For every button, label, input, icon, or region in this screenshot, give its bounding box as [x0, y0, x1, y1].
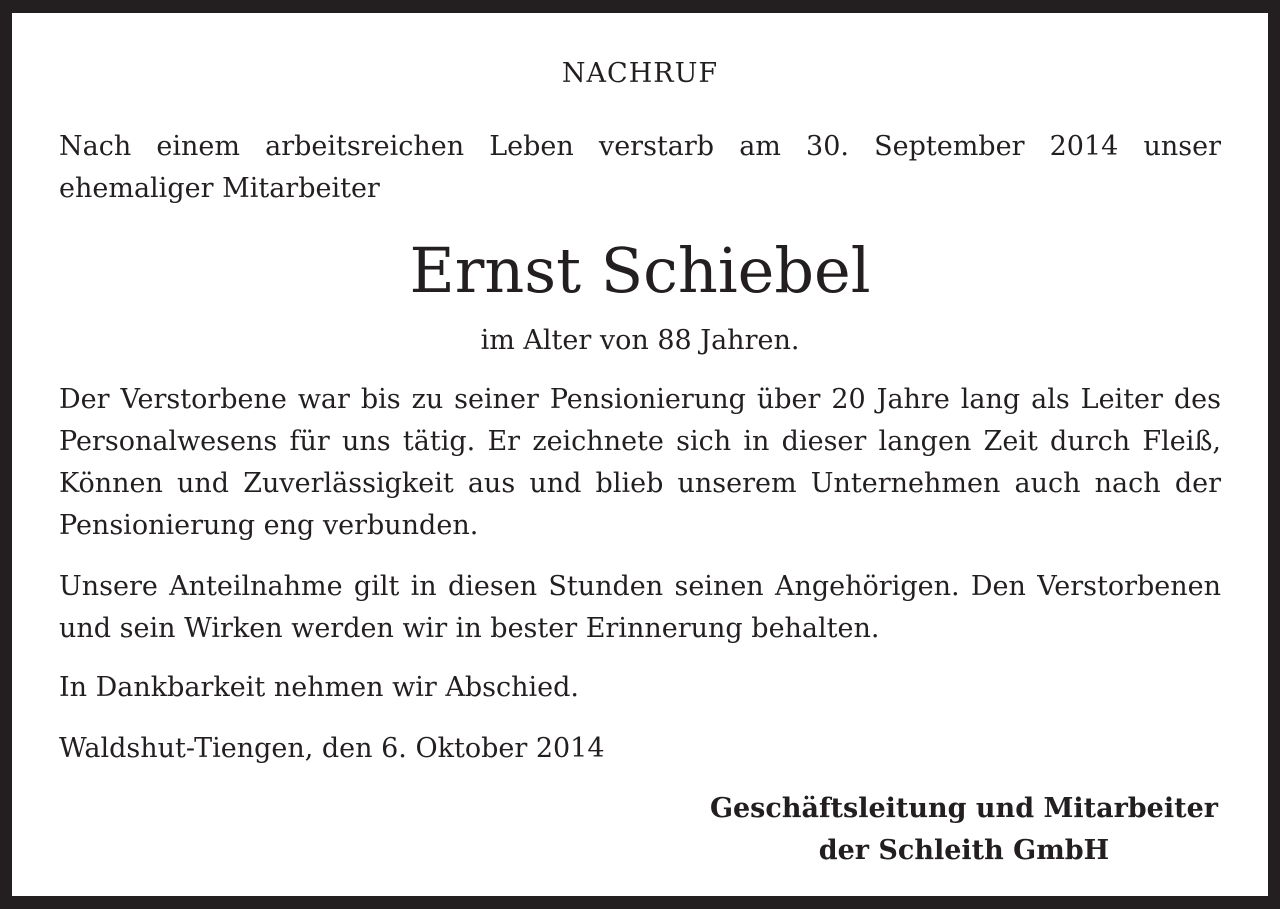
condolence-paragraph: Unsere Anteilnahme gilt in diesen Stunden seinen Angehörigen. Den Verstorbenen und sein Wirken werden wir in bester Erinnerung behalten.: [59, 571, 1221, 644]
obituary-notice: [12, 13, 1268, 896]
place-date-line: Waldshut-Tiengen, den 6. Oktober 2014: [59, 733, 605, 764]
signature-line-1: Geschäftsleitung und Mitarbeiter: [709, 793, 1218, 824]
notice-heading: NACHRUF: [561, 58, 719, 89]
age-line: im Alter von 88 Jahren.: [480, 325, 800, 356]
deceased-name: Ernst Schiebel: [409, 234, 871, 307]
signature-block: [710, 788, 1218, 872]
intro-paragraph: Nach einem arbeitsreichen Leben verstarb am 30. September 2014 unser ehemaliger Mitarbeiter: [59, 131, 1221, 204]
body-paragraph: Der Verstorbene war bis zu seiner Pensionierung über 20 Jahre lang als Leiter des Personalwesens für uns tätig. Er zeichnete sich in dieser langen Zeit durch Fleiß, Können und Zuverlässigkeit aus und blieb unserem Unternehmen auch nach der Pensionierung eng verbunden.: [59, 384, 1221, 541]
thanks-paragraph: In Dankbarkeit nehmen wir Abschied.: [59, 672, 580, 703]
signature-line-2: der Schleith GmbH: [818, 835, 1110, 866]
